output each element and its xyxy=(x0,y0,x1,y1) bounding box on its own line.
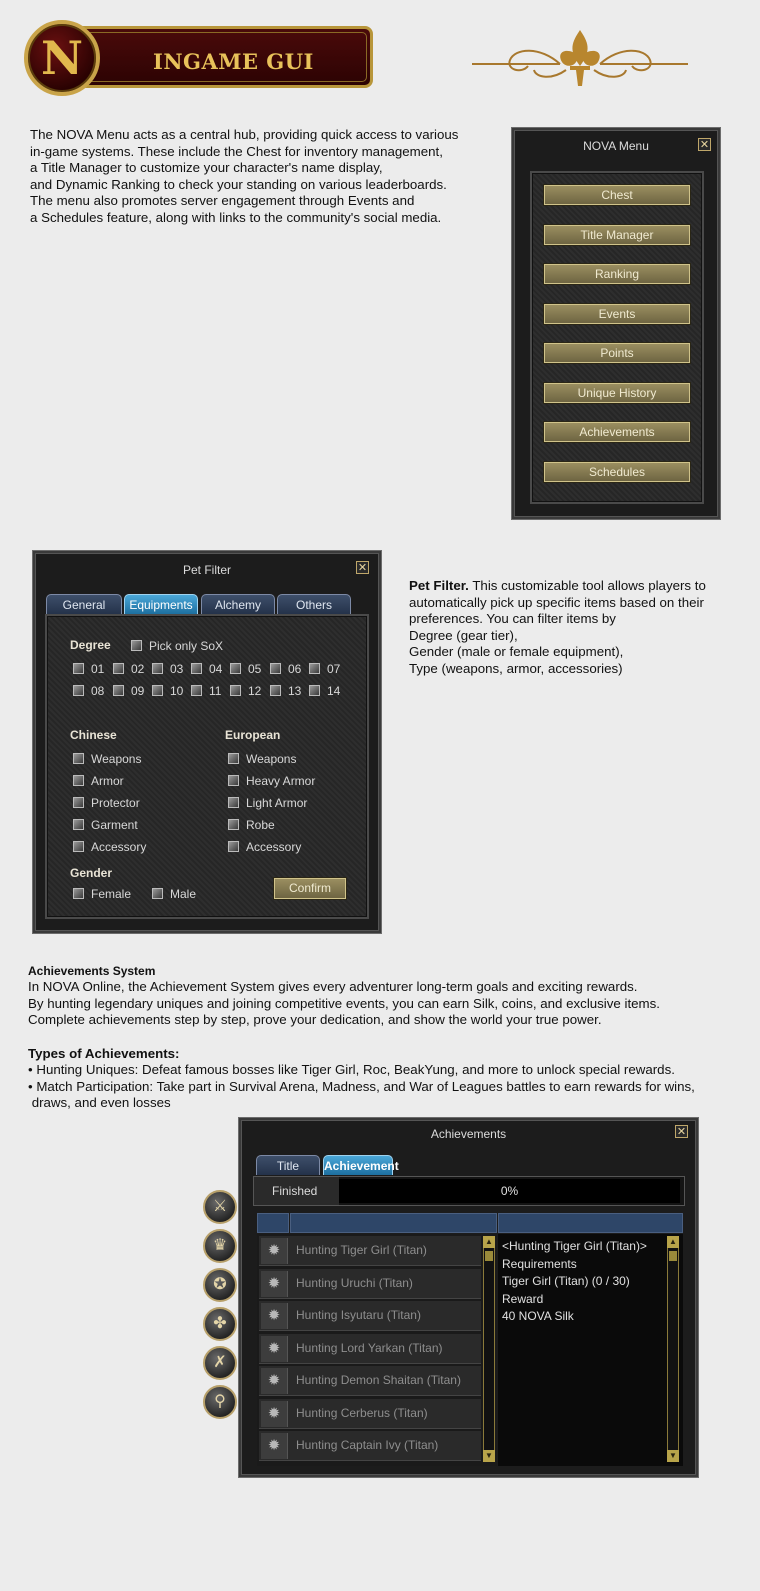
chinese-option[interactable] xyxy=(73,818,138,832)
achievement-row[interactable] xyxy=(259,1431,481,1461)
hunting-icon: ✹ xyxy=(261,1238,288,1264)
intro-line: a Schedules feature, along with links to the community's social media. xyxy=(30,209,442,225)
achievements-intro xyxy=(28,979,748,1029)
finished-bar xyxy=(253,1176,685,1206)
checkbox-icon xyxy=(113,685,124,696)
chinese-option[interactable] xyxy=(73,752,141,766)
checkbox-icon xyxy=(228,841,239,852)
checkbox-icon xyxy=(228,797,239,808)
chinese-option[interactable] xyxy=(73,840,146,854)
checkbox-icon xyxy=(73,819,84,830)
type-item: draws, and even losses xyxy=(28,1095,171,1110)
option-label: Weapons xyxy=(246,752,297,766)
list-header-icon-col xyxy=(257,1213,289,1233)
degree-value: 09 xyxy=(131,684,145,698)
category-battle-icon[interactable]: ✗ xyxy=(203,1346,237,1380)
pet-filter-description xyxy=(409,578,749,677)
chinese-label: Chinese xyxy=(70,728,117,742)
tab-general[interactable]: General xyxy=(46,594,122,614)
tab-others[interactable]: Others xyxy=(277,594,351,614)
checkbox-icon xyxy=(228,753,239,764)
achievement-row[interactable] xyxy=(259,1301,481,1331)
pet-desc-line xyxy=(409,578,749,595)
chinese-option[interactable] xyxy=(73,796,140,810)
option-label: Protector xyxy=(91,796,140,810)
degree-value: 10 xyxy=(170,684,184,698)
detail-reward: 40 NOVA Silk xyxy=(502,1309,574,1323)
european-option[interactable] xyxy=(228,752,296,766)
degree-checkbox[interactable] xyxy=(113,662,144,676)
option-label: Armor xyxy=(91,774,124,788)
achievements-heading: Achievements System xyxy=(28,964,156,978)
progress-value: 0% xyxy=(339,1179,680,1203)
badge-banner xyxy=(58,26,373,88)
achievements-line: In NOVA Online, the Achievement System gives every adventurer long-term goals and exciting rewards. xyxy=(28,979,638,994)
close-icon[interactable]: ✕ xyxy=(699,139,710,151)
achievements-line: By hunting legendary uniques and joining competitive events, you can earn Silk, coins, and exclusive items. xyxy=(28,995,660,1011)
scroll-down-icon[interactable]: ▼ xyxy=(483,1450,495,1462)
degree-value: 05 xyxy=(248,662,262,676)
events-button[interactable]: Events xyxy=(544,304,690,324)
chinese-option[interactable] xyxy=(73,774,124,788)
female-label: Female xyxy=(91,887,132,901)
pet-desc-line: Gender (male or female equipment), xyxy=(409,644,624,659)
detail-achievement-name: <Hunting Tiger Girl (Titan)> xyxy=(502,1239,647,1253)
pet-desc-line: Type (weapons, armor, accessories) xyxy=(409,660,623,676)
degree-checkbox[interactable] xyxy=(73,662,104,676)
intro-line: The menu also promotes server engagement through Events and xyxy=(30,193,415,208)
checkbox-icon xyxy=(228,775,239,786)
degree-value: 02 xyxy=(131,662,145,676)
option-label: Weapons xyxy=(91,752,142,766)
checkbox-icon xyxy=(230,685,241,696)
close-icon[interactable]: ✕ xyxy=(676,1126,687,1138)
degree-checkbox[interactable] xyxy=(270,684,301,698)
points-button[interactable]: Points xyxy=(544,343,690,363)
intro-line: a Title Manager to customize your character's name display, xyxy=(30,160,383,175)
european-option[interactable] xyxy=(228,840,301,854)
types-heading: Types of Achievements: xyxy=(28,1046,180,1061)
degree-checkbox[interactable] xyxy=(152,684,183,698)
badge-title: INGAME GUI xyxy=(153,49,314,74)
intro-line: in-game systems. These include the Chest for inventory management, xyxy=(30,143,443,159)
degree-value: 13 xyxy=(288,684,302,698)
checkbox-icon xyxy=(73,797,84,808)
degree-value: 06 xyxy=(288,662,302,676)
chest-button[interactable]: Chest xyxy=(544,185,690,205)
achievement-row[interactable] xyxy=(259,1236,481,1266)
degree-label: Degree xyxy=(70,638,111,652)
checkbox-icon xyxy=(228,819,239,830)
title-manager-button[interactable]: Title Manager xyxy=(544,225,690,245)
category-clover-icon[interactable]: ✤ xyxy=(203,1307,237,1341)
degree-value: 14 xyxy=(327,684,341,698)
checkbox-icon xyxy=(270,663,281,674)
achievement-name: Hunting Cerberus (Titan) xyxy=(296,1406,428,1420)
degree-value: 07 xyxy=(327,662,341,676)
intro-line: The NOVA Menu acts as a central hub, providing quick access to various xyxy=(30,127,459,142)
pick-only-sox-checkbox[interactable] xyxy=(131,639,223,653)
option-label: Garment xyxy=(91,818,138,832)
checkbox-icon xyxy=(230,663,241,674)
degree-checkbox[interactable] xyxy=(309,684,340,698)
option-label: Heavy Armor xyxy=(246,774,316,788)
detail-header xyxy=(498,1213,683,1233)
female-checkbox[interactable] xyxy=(73,887,131,901)
category-misc-icon[interactable]: ⚲ xyxy=(203,1385,237,1419)
degree-checkbox[interactable] xyxy=(191,684,221,698)
ranking-button[interactable]: Ranking xyxy=(544,264,690,284)
category-event-icon[interactable]: ✪ xyxy=(203,1268,237,1302)
hunting-icon: ✹ xyxy=(261,1303,288,1329)
option-label: Light Armor xyxy=(246,796,308,810)
detail-reward-label: Reward xyxy=(502,1292,544,1306)
hunting-icon: ✹ xyxy=(261,1271,288,1297)
european-option[interactable] xyxy=(228,818,275,832)
hunting-icon: ✹ xyxy=(261,1401,288,1427)
degree-checkbox[interactable] xyxy=(230,684,261,698)
detail-requirement: Tiger Girl (Titan) (0 / 30) xyxy=(502,1274,630,1288)
scroll-thumb[interactable] xyxy=(485,1251,493,1261)
gender-label: Gender xyxy=(70,866,113,880)
detail-scrollbar[interactable] xyxy=(667,1236,679,1462)
checkbox-icon xyxy=(73,753,84,764)
achievements-line: Complete achievements step by step, prove your dedication, and show the world your true power. xyxy=(28,1012,602,1027)
achievement-name: Hunting Demon Shaitan (Titan) xyxy=(296,1373,461,1387)
window-title: Pet Filter xyxy=(182,563,231,577)
schedules-button[interactable]: Schedules xyxy=(544,462,690,482)
male-label: Male xyxy=(170,887,197,901)
tab-title[interactable]: Title xyxy=(256,1155,320,1175)
achievement-row[interactable] xyxy=(259,1269,481,1299)
close-icon[interactable]: ✕ xyxy=(357,562,368,574)
category-hunting-icon[interactable]: ⚔ xyxy=(203,1190,237,1224)
window-title: Achievements xyxy=(430,1127,507,1141)
checkbox-icon xyxy=(309,685,320,696)
tab-alchemy[interactable]: Alchemy xyxy=(201,594,275,614)
degree-checkbox[interactable] xyxy=(73,684,104,698)
degree-checkbox[interactable] xyxy=(270,662,301,676)
option-label: Accessory xyxy=(246,840,302,854)
pet-desc-first: This customizable tool allows players to xyxy=(468,578,706,593)
pet-desc-line: Degree (gear tier), xyxy=(409,627,518,643)
nova-menu-panel xyxy=(530,171,704,504)
european-option[interactable] xyxy=(228,774,315,788)
achievement-name: Hunting Tiger Girl (Titan) xyxy=(296,1243,427,1257)
type-item: • Match Participation: Take part in Survival Arena, Madness, and War of Leagues battles to earn rewards for wins, xyxy=(28,1078,695,1094)
checkbox-icon xyxy=(152,663,163,674)
pick-only-sox-label: Pick only SoX xyxy=(149,639,224,653)
scroll-up-icon[interactable]: ▲ xyxy=(667,1236,679,1248)
intro-line: and Dynamic Ranking to check your standing on various leaderboards. xyxy=(30,176,447,192)
degree-checkbox[interactable] xyxy=(113,684,144,698)
checkbox-icon xyxy=(131,640,142,651)
fleur-ornament-icon xyxy=(470,26,690,92)
list-scrollbar[interactable] xyxy=(483,1236,495,1462)
achievement-name: Hunting Captain Ivy (Titan) xyxy=(296,1438,439,1452)
degree-checkbox[interactable] xyxy=(230,662,261,676)
pet-filter-window xyxy=(32,550,382,934)
achievement-name: Hunting Uruchi (Titan) xyxy=(296,1276,413,1290)
checkbox-icon xyxy=(309,663,320,674)
checkbox-icon xyxy=(152,888,163,899)
tab-achievement[interactable]: Achievement xyxy=(323,1155,393,1175)
scroll-up-icon[interactable]: ▲ xyxy=(483,1236,495,1248)
checkbox-icon xyxy=(73,663,84,674)
pet-desc-line: automatically pick up specific items based on their xyxy=(409,594,704,610)
scroll-thumb[interactable] xyxy=(669,1251,677,1261)
degree-checkbox[interactable] xyxy=(309,662,340,676)
hunting-icon: ✹ xyxy=(261,1336,288,1362)
hunting-icon: ✹ xyxy=(261,1433,288,1459)
option-label: Accessory xyxy=(91,840,147,854)
degree-value: 01 xyxy=(91,662,105,676)
checkbox-icon xyxy=(73,775,84,786)
checkbox-icon xyxy=(73,841,84,852)
confirm-button[interactable]: Confirm xyxy=(274,878,346,899)
badge-letter: N xyxy=(40,31,84,85)
hunting-icon: ✹ xyxy=(261,1368,288,1394)
finished-label: Finished xyxy=(254,1177,339,1205)
list-header-name-col xyxy=(290,1213,497,1233)
achievement-name: Hunting Isyutaru (Titan) xyxy=(296,1308,421,1322)
achievement-row[interactable] xyxy=(259,1399,481,1429)
degree-value: 11 xyxy=(209,684,222,698)
nova-menu-window xyxy=(511,127,721,520)
checkbox-icon xyxy=(113,663,124,674)
european-option[interactable] xyxy=(228,796,307,810)
degree-value: 08 xyxy=(91,684,105,698)
checkbox-icon xyxy=(191,685,202,696)
checkbox-icon xyxy=(270,685,281,696)
option-label: Robe xyxy=(246,818,275,832)
checkbox-icon xyxy=(191,663,202,674)
window-title: NOVA Menu xyxy=(583,139,649,153)
achievement-row[interactable] xyxy=(259,1366,481,1396)
achievement-name: Hunting Lord Yarkan (Titan) xyxy=(296,1341,443,1355)
male-checkbox[interactable] xyxy=(152,887,196,901)
intro-paragraph xyxy=(30,127,500,226)
degree-value: 12 xyxy=(248,684,262,698)
detail-requirements-label: Requirements xyxy=(502,1257,577,1271)
checkbox-icon xyxy=(73,685,84,696)
checkbox-icon xyxy=(152,685,163,696)
degree-value: 04 xyxy=(209,662,223,676)
type-item: • Hunting Uniques: Defeat famous bosses like Tiger Girl, Roc, BeakYung, and more to unlock special rewards. xyxy=(28,1062,675,1077)
achievement-row[interactable] xyxy=(259,1334,481,1364)
unique-history-button[interactable]: Unique History xyxy=(544,383,690,403)
tab-equipments[interactable]: Equipments xyxy=(124,594,198,614)
scroll-down-icon[interactable]: ▼ xyxy=(667,1450,679,1462)
pet-desc-line: preferences. You can filter items by xyxy=(409,611,616,626)
european-label: European xyxy=(225,728,281,742)
header-badge xyxy=(24,20,374,96)
degree-checkbox[interactable] xyxy=(191,662,222,676)
degree-value: 03 xyxy=(170,662,184,676)
category-crown-icon[interactable]: ♛ xyxy=(203,1229,237,1263)
checkbox-icon xyxy=(73,888,84,899)
nova-logo xyxy=(24,20,100,96)
degree-checkbox[interactable] xyxy=(152,662,183,676)
achievements-button[interactable]: Achievements xyxy=(544,422,690,442)
types-list xyxy=(28,1062,753,1112)
pet-desc-title: Pet Filter. xyxy=(409,578,469,593)
